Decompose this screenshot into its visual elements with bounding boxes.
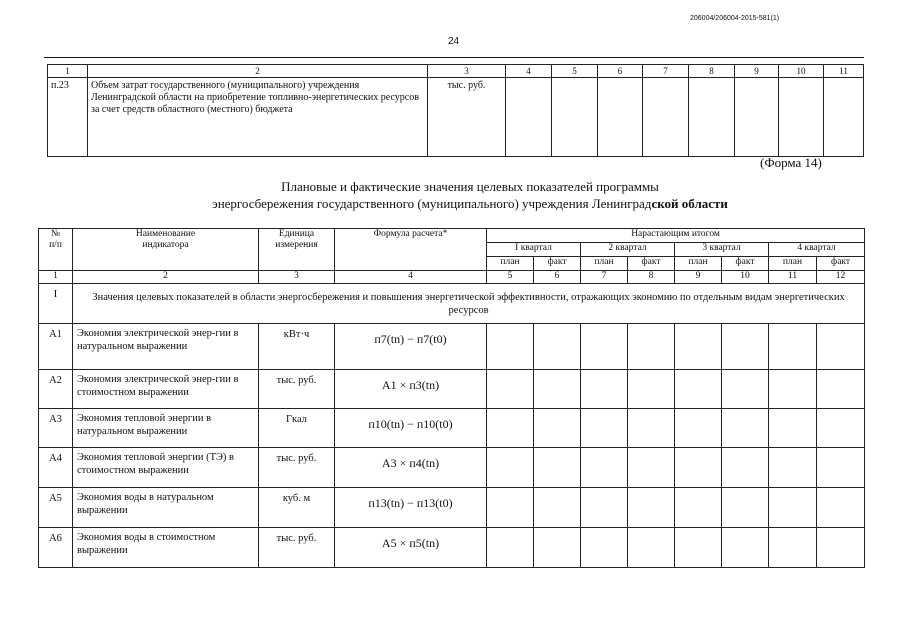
- row-number: А6: [39, 528, 73, 568]
- header-quarter-3: 3 квартал: [675, 243, 769, 257]
- table-row: [39, 488, 865, 528]
- indicator-name: Экономия электрической энер-гии в натуральном выражении: [73, 324, 259, 370]
- table-row: [39, 324, 865, 370]
- value-cell: [675, 324, 722, 370]
- header-name: Наименование индикатора: [73, 229, 259, 271]
- row-name: Объем затрат государственного (муниципального) учреждения Ленинградской области на приобретение топливно-энергетических ресурсов за счет средств областного (местного) бюджета: [88, 78, 428, 157]
- value-cell: [769, 488, 817, 528]
- value-cell: [675, 409, 722, 448]
- header-cumulative: Нарастающим итогом: [487, 229, 865, 243]
- value-cell: [487, 324, 534, 370]
- value-cell: [769, 370, 817, 409]
- value-cell: [722, 488, 769, 528]
- header-fact: факт: [817, 257, 865, 271]
- row-number: А3: [39, 409, 73, 448]
- value-cell: [581, 528, 628, 568]
- indicator-name: Экономия тепловой энергии (ТЭ) в стоимостном выражении: [73, 448, 259, 488]
- value-cell: [581, 488, 628, 528]
- header-formula: Формула расчета*: [335, 229, 487, 271]
- document-id: 206004/206004-2015-581(1): [690, 15, 780, 22]
- indicator-formula: п7(tn) − п7(t0): [335, 324, 487, 370]
- value-cell: [722, 324, 769, 370]
- value-cell: [534, 448, 581, 488]
- header-fact: факт: [628, 257, 675, 271]
- value-cell: [534, 528, 581, 568]
- value-cell: [487, 488, 534, 528]
- value-cell: [581, 370, 628, 409]
- value-cell: [534, 409, 581, 448]
- page-title: [40, 178, 900, 212]
- table-row: [39, 409, 865, 448]
- indicator-unit: тыс. руб.: [259, 370, 335, 409]
- indicator-formula: А1 × п3(tn): [335, 370, 487, 409]
- value-cell: [722, 528, 769, 568]
- header-num: № п/п: [39, 229, 73, 271]
- value-cell: [628, 528, 675, 568]
- value-cell: [817, 370, 865, 409]
- value-cell: [722, 448, 769, 488]
- value-cell: [722, 370, 769, 409]
- top-table: [47, 64, 864, 157]
- value-cell: [581, 409, 628, 448]
- title-line-2: энергосбережения государственного (муниципального) учреждения Ленинградской области: [212, 196, 728, 211]
- value-cell: [769, 409, 817, 448]
- value-cell: [487, 370, 534, 409]
- value-cell: [722, 409, 769, 448]
- header-plan: план: [675, 257, 722, 271]
- row-number: А1: [39, 324, 73, 370]
- indicator-unit: куб. м: [259, 488, 335, 528]
- value-cell: [769, 324, 817, 370]
- row-number: п.23: [48, 78, 88, 157]
- indicator-name: Экономия электрической энер-гии в стоимостном выражении: [73, 370, 259, 409]
- form-label: (Форма 14): [760, 155, 822, 170]
- header-unit: Единица измерения: [259, 229, 335, 271]
- indicator-name: Экономия воды в стоимостном выражении: [73, 528, 259, 568]
- main-table: [38, 228, 865, 568]
- table-row: [39, 528, 865, 568]
- header-quarter-4: 4 квартал: [769, 243, 865, 257]
- column-numbers-row: 1 2 3 4 5 6 7 8 9 10 11 12: [39, 271, 865, 284]
- indicator-formula: п13(tn) − п13(t0): [335, 488, 487, 528]
- indicator-unit: тыс. руб.: [259, 528, 335, 568]
- indicator-name: Экономия воды в натуральном выражении: [73, 488, 259, 528]
- indicator-formula: А3 × п4(tn): [335, 448, 487, 488]
- row-number: А2: [39, 370, 73, 409]
- page-number: 24: [448, 36, 460, 47]
- value-cell: [581, 448, 628, 488]
- value-cell: [487, 448, 534, 488]
- value-cell: [675, 488, 722, 528]
- header-row-1: [39, 229, 865, 243]
- value-cell: [817, 488, 865, 528]
- title-line-1: Плановые и фактические значения целевых показателей программы: [281, 179, 659, 194]
- row-number: А5: [39, 488, 73, 528]
- value-cell: [769, 448, 817, 488]
- header-fact: факт: [534, 257, 581, 271]
- value-cell: [769, 528, 817, 568]
- value-cell: [628, 324, 675, 370]
- value-cell: [534, 370, 581, 409]
- header-quarter-1: I квартал: [487, 243, 581, 257]
- value-cell: [817, 409, 865, 448]
- value-cell: [628, 488, 675, 528]
- indicator-name: Экономия тепловой энергии в натуральном выражении: [73, 409, 259, 448]
- indicator-unit: Гкал: [259, 409, 335, 448]
- value-cell: [487, 528, 534, 568]
- value-cell: [817, 324, 865, 370]
- header-plan: план: [769, 257, 817, 271]
- section-title: Значения целевых показателей в области энергосбережения и повышения энергетической эффективности, отражающих экономию по отдельным видам энергетических ресурсов: [73, 284, 865, 324]
- section-row: [39, 284, 865, 324]
- row-number: А4: [39, 448, 73, 488]
- value-cell: [675, 448, 722, 488]
- section-number: I: [39, 284, 73, 324]
- value-cell: [675, 370, 722, 409]
- indicator-rows: [39, 324, 865, 568]
- value-cell: [628, 409, 675, 448]
- row-unit: тыс. руб.: [428, 78, 506, 157]
- value-cell: [817, 448, 865, 488]
- header-fact: факт: [722, 257, 769, 271]
- indicator-formula: А5 × п5(tn): [335, 528, 487, 568]
- top-table-column-numbers: 1 2 3 4 5 6 7 8 9 10 11: [48, 65, 864, 78]
- header-plan: план: [487, 257, 534, 271]
- value-cell: [628, 448, 675, 488]
- value-cell: [675, 528, 722, 568]
- table-row: [48, 78, 864, 157]
- indicator-unit: тыс. руб.: [259, 448, 335, 488]
- value-cell: [628, 370, 675, 409]
- value-cell: [581, 324, 628, 370]
- indicator-formula: п10(tn) − п10(t0): [335, 409, 487, 448]
- value-cell: [487, 409, 534, 448]
- value-cell: [534, 324, 581, 370]
- header-plan: план: [581, 257, 628, 271]
- header-rule: [44, 57, 864, 58]
- value-cell: [534, 488, 581, 528]
- header-quarter-2: 2 квартал: [581, 243, 675, 257]
- value-cell: [817, 528, 865, 568]
- indicator-unit: кВт·ч: [259, 324, 335, 370]
- table-row: [39, 370, 865, 409]
- table-row: [39, 448, 865, 488]
